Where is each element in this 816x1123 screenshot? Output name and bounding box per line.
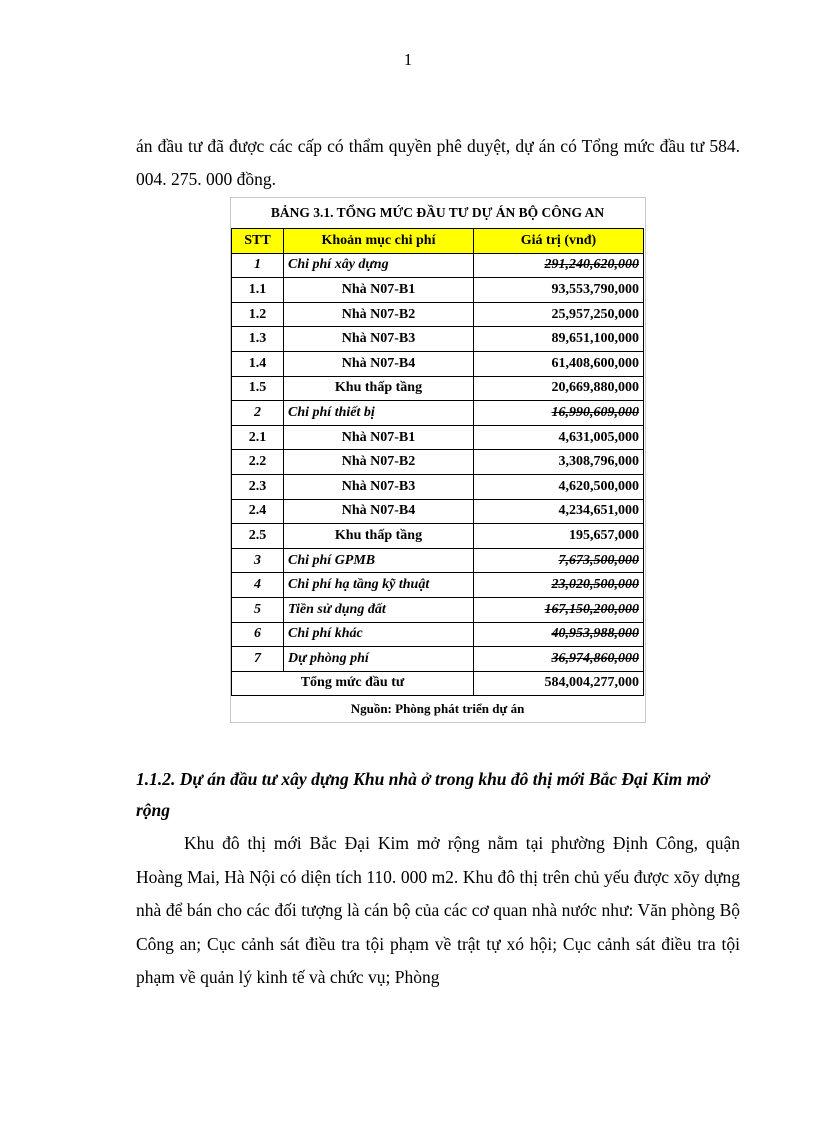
row-cost-item: Nhà N07-B3 [284,327,474,352]
table-total-row [232,671,644,696]
row-value: 291,240,620,000 [474,253,644,278]
row-value: 23,020,500,000 [474,573,644,598]
table-row [232,278,644,303]
total-value: 584,004,277,000 [474,671,644,696]
row-stt: 1 [232,253,284,278]
row-value: 20,669,880,000 [474,376,644,401]
row-value: 167,150,200,000 [474,597,644,622]
row-cost-item: Nhà N07-B2 [284,302,474,327]
table-row [232,647,644,672]
row-cost-item: Chi phí GPMB [284,548,474,573]
row-cost-item: Chi phí thiết bị [284,401,474,426]
header-stt: STT [232,229,284,254]
row-stt: 1.4 [232,351,284,376]
table-row [232,302,644,327]
table-row [232,351,644,376]
page-number: 1 [403,50,413,69]
row-cost-item: Chi phí hạ tầng kỹ thuật [284,573,474,598]
row-cost-item: Nhà N07-B4 [284,499,474,524]
body-paragraph: Khu đô thị mới Bắc Đại Kim mở rộng nằm tại phường Định Công, quận Hoàng Mai, Hà Nội có diện tích 110. 000 m2. Khu đô thị trên chủ yếu được xõy dựng nhà để bán cho các đối tượng là cán bộ của các cơ quan nhà nước như: Văn phòng Bộ Công an; Cục cảnh sát điều tra tội phạm về trật tự xó hội; Cục cảnh sát điều tra tội phạm về quản lý kinh tế và chức vụ; Phòng [136,833,740,987]
row-stt: 1.1 [232,278,284,303]
row-value: 3,308,796,000 [474,450,644,475]
table-row [232,499,644,524]
row-value: 16,990,609,000 [474,401,644,426]
row-value: 36,974,860,000 [474,647,644,672]
row-cost-item: Nhà N07-B4 [284,351,474,376]
table-row [232,622,644,647]
table-row [232,253,644,278]
table-row [232,548,644,573]
row-value: 93,553,790,000 [474,278,644,303]
table-source: Nguồn: Phòng phát triển dự án [350,701,525,717]
row-cost-item: Chi phí khác [284,622,474,647]
row-value: 40,953,988,000 [474,622,644,647]
table-row [232,573,644,598]
row-stt: 1.5 [232,376,284,401]
row-value: 4,234,651,000 [474,499,644,524]
total-label: Tổng mức đầu tư [232,671,474,696]
table-row [232,597,644,622]
table-caption-row [232,198,644,229]
row-stt: 2.2 [232,450,284,475]
row-stt: 1.2 [232,302,284,327]
row-value: 61,408,600,000 [474,351,644,376]
row-stt: 2 [232,401,284,426]
table-source-row [232,696,644,723]
table-row [232,376,644,401]
row-cost-item: Nhà N07-B3 [284,474,474,499]
section-heading: 1.1.2. Dự án đầu tư xây dựng Khu nhà ở trong khu đô thị mới Bắc Đại Kim mở rộng [136,769,710,820]
row-value: 4,631,005,000 [474,425,644,450]
investment-table [231,198,644,722]
row-value: 7,673,500,000 [474,548,644,573]
row-cost-item: Tiền sử dụng đất [284,597,474,622]
row-value: 4,620,500,000 [474,474,644,499]
row-stt: 7 [232,647,284,672]
table-row [232,474,644,499]
row-value: 195,657,000 [474,524,644,549]
row-cost-item: Nhà N07-B1 [284,278,474,303]
table-row [232,425,644,450]
table-row [232,401,644,426]
intro-paragraph: án đầu tư đã được các cấp có thẩm quyền phê duyệt, dự án có Tổng mức đầu tư 584. 004. 275. 000 đồng. [136,136,740,189]
investment-table-container [230,197,646,723]
row-stt: 5 [232,597,284,622]
row-cost-item: Nhà N07-B2 [284,450,474,475]
table-header-row [232,229,644,254]
row-cost-item: Khu thấp tầng [284,524,474,549]
header-value: Giá trị (vnđ) [474,229,644,254]
row-cost-item: Khu thấp tầng [284,376,474,401]
table-body [232,253,644,671]
table-row [232,524,644,549]
row-value: 25,957,250,000 [474,302,644,327]
row-stt: 2.3 [232,474,284,499]
row-stt: 2.5 [232,524,284,549]
table-caption: BẢNG 3.1. TỔNG MỨC ĐẦU TƯ DỰ ÁN BỘ CÔNG AN [270,205,605,220]
row-stt: 3 [232,548,284,573]
row-stt: 2.4 [232,499,284,524]
row-cost-item: Chi phí xây dựng [284,253,474,278]
row-stt: 2.1 [232,425,284,450]
table-row [232,450,644,475]
row-stt: 6 [232,622,284,647]
header-cost-item: Khoản mục chi phí [284,229,474,254]
row-cost-item: Nhà N07-B1 [284,425,474,450]
row-stt: 1.3 [232,327,284,352]
row-value: 89,651,100,000 [474,327,644,352]
row-stt: 4 [232,573,284,598]
row-cost-item: Dự phòng phí [284,647,474,672]
table-row [232,327,644,352]
